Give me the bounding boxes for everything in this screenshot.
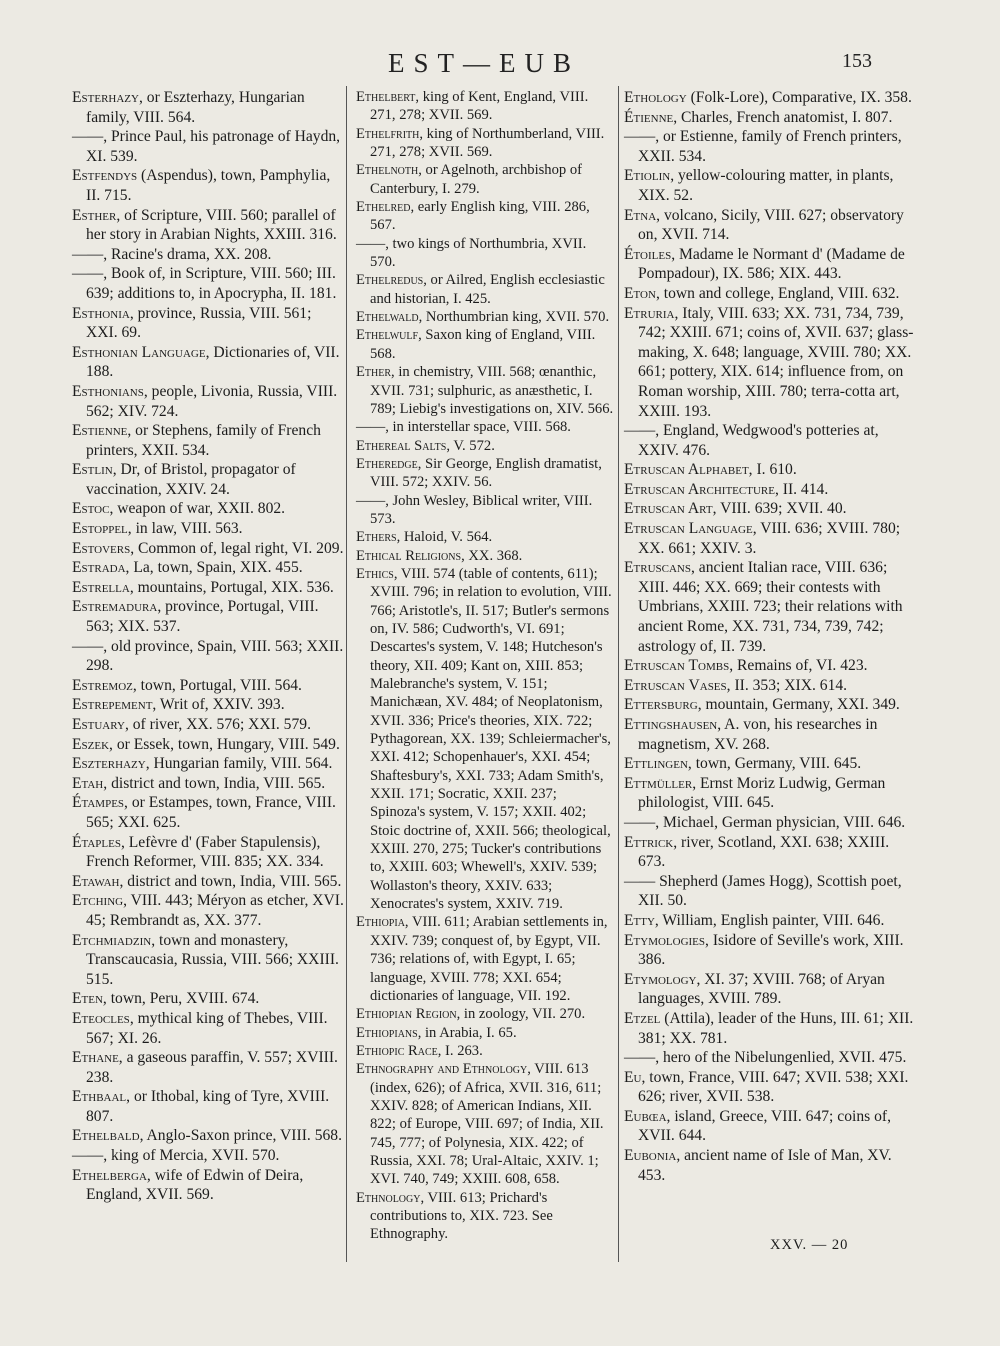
entry-headword: Étampes [72, 794, 125, 812]
entry-headword: Ethers [356, 529, 397, 546]
index-entry [356, 437, 614, 455]
entry-text: , La, town, Spain, XIX. 455. [125, 559, 303, 577]
entry-text: ——, or Estienne, family of French printers, XXII. 534. [624, 128, 902, 165]
index-entry [72, 1126, 345, 1146]
entry-text: , town, Peru, XVIII. 674. [102, 990, 260, 1008]
index-entry [624, 480, 914, 500]
entry-text: , XI. 37; XVIII. 768; of Aryan languages, XVIII. 789. [638, 970, 885, 1008]
entry-headword: Estremadura [72, 598, 158, 616]
index-entry [356, 363, 614, 418]
column-rule [346, 86, 347, 1262]
entry-text: ——, Book of, in Scripture, VIII. 560; III. 639; additions to, in Apocrypha, II. 181. [72, 265, 337, 302]
index-entry [356, 1189, 614, 1244]
entry-text: , I. 263. [437, 1042, 483, 1059]
index-entry [624, 127, 914, 166]
entry-headword: Étienne [624, 108, 674, 126]
entry-headword: Ethology [624, 89, 687, 106]
index-entry [72, 774, 345, 794]
entry-headword: Estrada [72, 559, 126, 577]
entry-text: , ancient Italian race, VIII. 636; XIII. 446; XX. 669; their contests with Umbrians, XXIII. 723; their relations with ancient Rome, XX. 731, 734, 739, 742; astrology of, II. 739. [638, 559, 903, 655]
entry-headword: Etruria [624, 304, 675, 322]
index-entry [356, 198, 614, 235]
running-head: EST—EUB [388, 48, 581, 78]
entry-text: , V. 572. [446, 437, 495, 454]
entry-headword: Estoppel [72, 520, 128, 538]
index-entry [356, 326, 614, 363]
entry-text: , district and town, India, VIII. 565. [119, 872, 342, 890]
index-entry [356, 455, 614, 492]
entry-headword: Esther [72, 206, 117, 224]
index-entry [624, 166, 914, 205]
index-entry [356, 125, 614, 162]
entry-headword: Etzel [624, 1009, 661, 1027]
entry-headword: Etruscan Tombs [624, 657, 730, 675]
entry-headword: Eteocles [72, 1009, 130, 1027]
entry-headword: Etymology [624, 970, 697, 988]
index-entry [72, 127, 345, 166]
entry-text: , town and monastery, Transcaucasia, Russia, VIII. 566; XXIII. 515. [86, 931, 339, 988]
entry-headword: Etruscan Alphabet [624, 461, 749, 479]
index-entry [72, 499, 345, 519]
index-entry [624, 108, 914, 128]
index-entry [72, 891, 345, 930]
index-entry [72, 754, 345, 774]
index-entry [624, 754, 914, 774]
index-entry [72, 1009, 345, 1048]
index-entry [624, 460, 914, 480]
entry-headword: Ettlingen [624, 755, 688, 773]
index-entry [624, 656, 914, 676]
index-entry [356, 161, 614, 198]
entry-headword: Estlin [72, 461, 113, 479]
index-entry [72, 460, 345, 499]
entry-headword: Ethical Religions [356, 547, 462, 564]
entry-text: , or Eszterhazy, Hungarian family, VIII. 564. [86, 89, 305, 126]
entry-text: , weapon of war, XXII. 802. [109, 500, 286, 518]
entry-text: , Writ of, XXIV. 393. [152, 696, 285, 714]
index-entry [72, 833, 345, 872]
index-entry [356, 1060, 614, 1188]
entry-text: , in zoology, VII. 270. [456, 1006, 586, 1023]
entry-text: (Folk-Lore), Comparative, IX. 358. [686, 89, 912, 106]
entry-text: , Common of, legal right, VI. 209. [130, 539, 344, 557]
entry-text: , Madame le Normant d' (Madame de Pompadour), IX. 586; XIX. 443. [638, 245, 905, 283]
index-entry [72, 931, 345, 990]
entry-headword: Ethelnoth [356, 162, 419, 179]
entry-headword: Eszek [72, 735, 110, 753]
entry-headword: Etna [624, 206, 657, 224]
entry-headword: Estienne [72, 422, 128, 440]
index-column-3 [624, 88, 914, 1185]
index-entry [72, 539, 345, 559]
index-entry [72, 519, 345, 539]
index-entry [72, 872, 345, 892]
index-entry [72, 676, 345, 696]
entry-text: , Lefèvre d' (Faber Stapulensis), French Reformer, VIII. 835; XX. 334. [86, 833, 324, 871]
entry-headword: Etiolin [624, 167, 671, 185]
entry-headword: Estovers [72, 539, 131, 557]
index-entry [624, 695, 914, 715]
index-entry [72, 382, 345, 421]
index-entry [356, 565, 614, 914]
entry-headword: Ethbaal [72, 1088, 127, 1106]
entry-text: , II. 353; XIX. 614. [726, 676, 848, 694]
entry-text: , mythical king of Thebes, VIII. 567; XI. 26. [86, 1009, 328, 1047]
index-entry [356, 492, 614, 529]
index-entry [72, 637, 345, 676]
entry-text: , A. von, his researches in magnetism, XV. 268. [638, 716, 878, 753]
entry-text: , mountain, Germany, XXI. 349. [697, 696, 900, 714]
entry-text: , town, France, VIII. 647; XVII. 538; XXI. 626; river, XVII. 538. [638, 1068, 909, 1106]
entry-text: , or Essek, town, Hungary, VIII. 549. [109, 735, 340, 753]
entry-text: ——, Michael, German physician, VIII. 646. [624, 813, 906, 831]
entry-text: , province, Russia, VIII. 561; XXI. 69. [86, 304, 312, 342]
entry-text: , king of Northumberland, VIII. 271, 278; XVII. 569. [370, 125, 605, 161]
index-entry [72, 1166, 345, 1205]
entry-headword: Étoiles [624, 245, 672, 263]
index-entry [72, 989, 345, 1009]
index-entry [356, 271, 614, 308]
index-entry [624, 833, 914, 872]
entry-headword: Estfendys [72, 167, 138, 185]
entry-headword: Etruscans [624, 559, 691, 577]
entry-headword: Ethane [72, 1049, 119, 1067]
entry-text: , or Ailred, English ecclesiastic and historian, I. 425. [370, 272, 605, 307]
entry-text: , VIII. 639; XVII. 40. [712, 500, 847, 518]
entry-text: , VIII. 443; Méryon as etcher, XVI. 45; Rembrandt as, XX. 377. [86, 892, 344, 929]
entry-text: , volcano, Sicily, VIII. 627; observatory on, XVII. 714. [638, 206, 904, 244]
index-entry [624, 421, 914, 460]
index-entry [624, 813, 914, 833]
entry-text: , in Arabia, I. 65. [417, 1024, 517, 1041]
index-entry [72, 206, 345, 245]
index-entry [72, 578, 345, 598]
entry-headword: Ethiopians [356, 1024, 418, 1041]
index-entry [624, 931, 914, 970]
entry-text: , II. 414. [774, 480, 829, 498]
entry-headword: Eubœa [624, 1107, 667, 1125]
index-entry [624, 558, 914, 656]
entry-headword: Etruscan Architecture [624, 480, 775, 498]
entry-text: ——, two kings of Northumbria, XVII. 570. [356, 235, 587, 271]
page-header [0, 46, 1000, 82]
entry-text: , or Stephens, family of French printers, XXII. 534. [86, 422, 321, 459]
entry-text: , Dictionaries of, VII. 188. [86, 343, 340, 381]
entry-headword: Etah [72, 774, 104, 792]
signature-mark: XXV. — 20 [770, 1237, 849, 1253]
entry-text: , river, Scotland, XXI. 638; XXIII. 673. [638, 833, 890, 871]
index-entry [624, 206, 914, 245]
entry-text: —— Shepherd (James Hogg), Scottish poet, XII. 50. [624, 872, 902, 910]
index-entry [624, 245, 914, 284]
entry-headword: Ettrick [624, 833, 674, 851]
entry-text: , Sir George, English dramatist, VIII. 572; XXIV. 56. [370, 455, 602, 491]
entry-text: , Hungarian family, VIII. 564. [145, 755, 333, 773]
entry-headword: Etruscan Art [624, 500, 713, 518]
index-entry [356, 1024, 614, 1042]
entry-text: , VIII. 613; Prichard's contributions to, XIX. 723. See Ethnography. [370, 1189, 553, 1243]
index-entry [72, 166, 345, 205]
entry-text: ——, in interstellar space, VIII. 568. [356, 419, 571, 436]
index-entry [356, 528, 614, 546]
entry-text: , town, Portugal, VIII. 564. [132, 676, 302, 694]
index-entry [624, 774, 914, 813]
entry-headword: Ethelbert [356, 89, 416, 105]
index-entry [624, 911, 914, 931]
entry-text: , yellow-colouring matter, in plants, XIX. 52. [638, 167, 894, 204]
index-column-2 [356, 88, 614, 1244]
entry-headword: Ethereal Salts [356, 437, 447, 454]
entry-text: , ancient name of Isle of Man, XV. 453. [638, 1147, 892, 1184]
entry-headword: Ether [356, 364, 392, 381]
entry-text: ——, John Wesley, Biblical writer, VIII. 573. [356, 492, 593, 527]
entry-headword: Etruscan Language [624, 520, 753, 538]
entry-text: , town, Germany, VIII. 645. [687, 755, 862, 773]
entry-text: ——, king of Mercia, XVII. 570. [72, 1147, 280, 1165]
entry-text: , of Scripture, VIII. 560; parallel of her story in Arabian Nights, XXIII. 316. [86, 206, 337, 244]
index-entry [356, 418, 614, 436]
entry-headword: Eszterhazy [72, 755, 146, 773]
entry-text: , early English king, VIII. 286, 567. [370, 199, 590, 234]
index-entry [72, 558, 345, 578]
index-entry [624, 872, 914, 911]
entry-text: , or Ithobal, king of Tyre, XVIII. 807. [86, 1088, 330, 1125]
entry-headword: Etawah [72, 872, 120, 890]
entry-headword: Ettingshausen [624, 716, 718, 733]
index-entry [624, 1009, 914, 1048]
entry-headword: Ethnology [356, 1189, 421, 1206]
entry-text: , Saxon king of England, VIII. 568. [370, 327, 596, 362]
index-entry [624, 519, 914, 558]
entry-headword: Esthonia [72, 304, 130, 322]
index-entry [72, 1048, 345, 1087]
index-entry [624, 1048, 914, 1068]
entry-text: , a gaseous paraffin, V. 557; XVIII. 238. [86, 1049, 338, 1086]
entry-headword: Ettersburg [624, 696, 698, 714]
entry-text: , or Estampes, town, France, VIII. 565; XXI. 625. [86, 794, 336, 831]
index-entry [72, 1087, 345, 1126]
entry-headword: Etching [72, 892, 124, 910]
index-entry [356, 308, 614, 326]
entry-text: , William, English painter, VIII. 646. [654, 911, 885, 929]
entry-text: , in law, VIII. 563. [127, 520, 243, 538]
index-entry [72, 735, 345, 755]
entry-headword: Etruscan Vases [624, 676, 727, 694]
index-entry [72, 695, 345, 715]
entry-text: ——, old province, Spain, VIII. 563; XXII. 298. [72, 637, 344, 675]
entry-headword: Estoc [72, 500, 110, 518]
entry-text: , I. 610. [748, 461, 797, 479]
entry-headword: Eton [624, 284, 656, 302]
entry-text: , town and college, England, VIII. 632. [655, 284, 900, 302]
index-entry [72, 421, 345, 460]
index-entry [356, 913, 614, 1005]
entry-headword: Ethiopia [356, 914, 405, 931]
entry-text: , king of Kent, England, VIII. 271, 278; XVII. 569. [370, 89, 589, 124]
entry-headword: Estrepement [72, 696, 153, 714]
index-entry [72, 1146, 345, 1166]
entry-text: , Northumbrian king, XVII. 570. [418, 309, 610, 326]
entry-headword: Ethiopic Race [356, 1042, 438, 1059]
entry-text: , VIII. 636; XVIII. 780; XX. 661; XXIV. 3. [638, 520, 901, 557]
entry-headword: Estremoz [72, 676, 133, 694]
index-entry [624, 1146, 914, 1185]
index-column-1 [72, 88, 345, 1205]
entry-headword: Ettmüller [624, 774, 693, 792]
index-entry [72, 245, 345, 265]
entry-headword: Ethelwulf [356, 327, 419, 344]
page-number: 153 [842, 50, 872, 72]
entry-text: (Aspendus), town, Pamphylia, II. 715. [86, 167, 331, 204]
index-entry [72, 264, 345, 303]
entry-text: , or Agelnoth, archbishop of Canterbury, I. 279. [370, 162, 582, 197]
entry-headword: Ethnography and Ethnology [356, 1061, 528, 1078]
index-entry [72, 88, 345, 127]
index-entry [356, 1005, 614, 1023]
entry-text: , Ernst Moriz Ludwig, German philologist, VIII. 645. [638, 774, 886, 812]
entry-headword: Esterhazy [72, 89, 139, 106]
entry-text: , Isidore of Seville's work, XIII. 386. [638, 931, 904, 969]
entry-headword: Etymologies [624, 931, 706, 949]
entry-text: ——, England, Wedgwood's potteries at, XXIV. 476. [624, 422, 879, 459]
entry-text: , Anglo-Saxon prince, VIII. 568. [139, 1127, 342, 1145]
column-rule [618, 86, 619, 1262]
index-entry [624, 88, 914, 108]
entry-headword: Etty [624, 911, 655, 929]
entry-headword: Ethelbald [72, 1127, 140, 1145]
entry-text: , wife of Edwin of Deira, England, XVII. 569. [86, 1166, 304, 1204]
entry-text: , mountains, Portugal, XIX. 536. [129, 578, 334, 596]
entry-headword: Estrella [72, 578, 130, 596]
entry-text: , VIII. 613 (index, 626); of Africa, XVII. 316, 611; XXIV. 828; of American Indians, XII. 822; of Europe, VIII. 697; of India, XII. 745, 777; of Polynesia, XIX. 422; of Russia, XXI. 78; Ural-Altaic, XXIV. 1; XVI. 740, 749; XXIII. 608, 658. [370, 1061, 604, 1188]
index-entry [624, 715, 914, 754]
entry-headword: Etheredge [356, 455, 418, 472]
entry-headword: Ethics [356, 565, 394, 582]
index-entry [72, 343, 345, 382]
index-entry [356, 547, 614, 565]
entry-headword: Ethelredus [356, 272, 424, 289]
entry-headword: Étaples [72, 833, 121, 851]
index-entry [624, 284, 914, 304]
index-entry [356, 1042, 614, 1060]
index-entry [72, 304, 345, 343]
entry-text: , XX. 368. [461, 547, 523, 564]
entry-headword: Ethelwald [356, 309, 419, 326]
index-entry [624, 304, 914, 422]
entry-text: ——, hero of the Nibelungenlied, XVII. 475. [624, 1049, 907, 1067]
entry-headword: Eubonia [624, 1147, 677, 1165]
index-entry [624, 1068, 914, 1107]
entry-text: , VIII. 574 (table of contents, 611); XVIII. 796; in relation to evolution, VIII. 766; Aristotle's, II. 517; Butler's sermons on, IV. 586; Cudworth's, VI. 691; Descartes's system, V. 148; Hutcheson's theory, XII. 409; Kant on, XIII. 853; Malebranche's system, V. 151; Manichæan, XV. 484; of Neoplatonism, XVII. 336; Price's theories, XIX. 722; Pythagorean, XX. 139; Schleiermacher's, XXI. 412; Schopenhauer's, XXI. 454; Shaftesbury's, XXI. 733; Adam Smith's, XXII. 171; Socratic, XXII. 237; Spinoza's system, V. 157; XXII. 402; Stoic doctrine of, XXII. 566; theological, XXIII. 270, 275; Tucker's contributions to, XXIII. 603; Whewell's, XXIV. 539; Wollaston's theory, XXIV. 633; Xenocrates's system, XXIV. 719. [370, 565, 612, 913]
entry-text: , in chemistry, VIII. 568; œnanthic, XVII. 731; sulphuric, as anæsthetic, I. 789; Liebig's investigations on, XIV. 566. [370, 364, 614, 417]
entry-headword: Estuary [72, 716, 125, 733]
entry-headword: Eu [624, 1068, 642, 1086]
entry-text: , island, Greece, VIII. 647; coins of, XVII. 644. [638, 1107, 891, 1145]
entry-text: , Remains of, VI. 423. [729, 657, 868, 675]
entry-headword: Esthonian Language [72, 343, 206, 361]
entry-text: , district and town, India, VIII. 565. [103, 774, 326, 792]
index-entry [72, 793, 345, 832]
entry-text: ——, Racine's drama, XX. 208. [72, 245, 272, 263]
index-entry [356, 88, 614, 125]
index-entry [356, 235, 614, 272]
index-entry [624, 499, 914, 519]
index-entry [72, 597, 345, 636]
entry-text: , of river, XX. 576; XXI. 579. [124, 716, 311, 733]
entry-headword: Ethelfrith [356, 125, 420, 142]
entry-headword: Eten [72, 990, 103, 1008]
entry-text: , Dr, of Bristol, propagator of vaccination, XXIV. 24. [86, 461, 296, 498]
index-entry [624, 970, 914, 1009]
entry-headword: Ethelred [356, 199, 411, 216]
entry-text: ——, Prince Paul, his patronage of Haydn, XI. 539. [72, 128, 341, 165]
entry-headword: Ethelberga [72, 1166, 147, 1184]
entry-text: , people, Livonia, Russia, VIII. 562; XIV. 724. [86, 382, 338, 420]
entry-headword: Ethiopian Region [356, 1006, 457, 1023]
index-entry [624, 676, 914, 696]
entry-text: (Attila), leader of the Huns, III. 61; XII. 381; XX. 781. [638, 1009, 914, 1047]
entry-text: , Haloid, V. 564. [396, 529, 493, 546]
entry-headword: Etchmiadzin [72, 931, 152, 949]
entry-text: , Italy, VIII. 633; XX. 731, 734, 739, 742; XXIII. 671; coins of, XVII. 637; glass-making, X. 648; language, XVIII. 780; XX. 661; pottery, XIX. 614; influence from, on Roman worship, XIII. 780; terra-cotta art, XXIII. 193. [638, 304, 914, 420]
entry-headword: Esthonians [72, 382, 144, 400]
index-entry [624, 1107, 914, 1146]
entry-text: , VIII. 611; Arabian settlements in, XXIV. 739; conquest of, by Egypt, VII. 736; relations of, with Egypt, I. 65; language, XVIII. 778; XXI. 654; dictionaries of language, VII. 192. [370, 914, 608, 1004]
entry-text: , province, Portugal, VIII. 563; XIX. 537. [86, 598, 319, 636]
entry-text: , Charles, French anatomist, I. 807. [673, 108, 893, 126]
index-entry [72, 715, 345, 735]
